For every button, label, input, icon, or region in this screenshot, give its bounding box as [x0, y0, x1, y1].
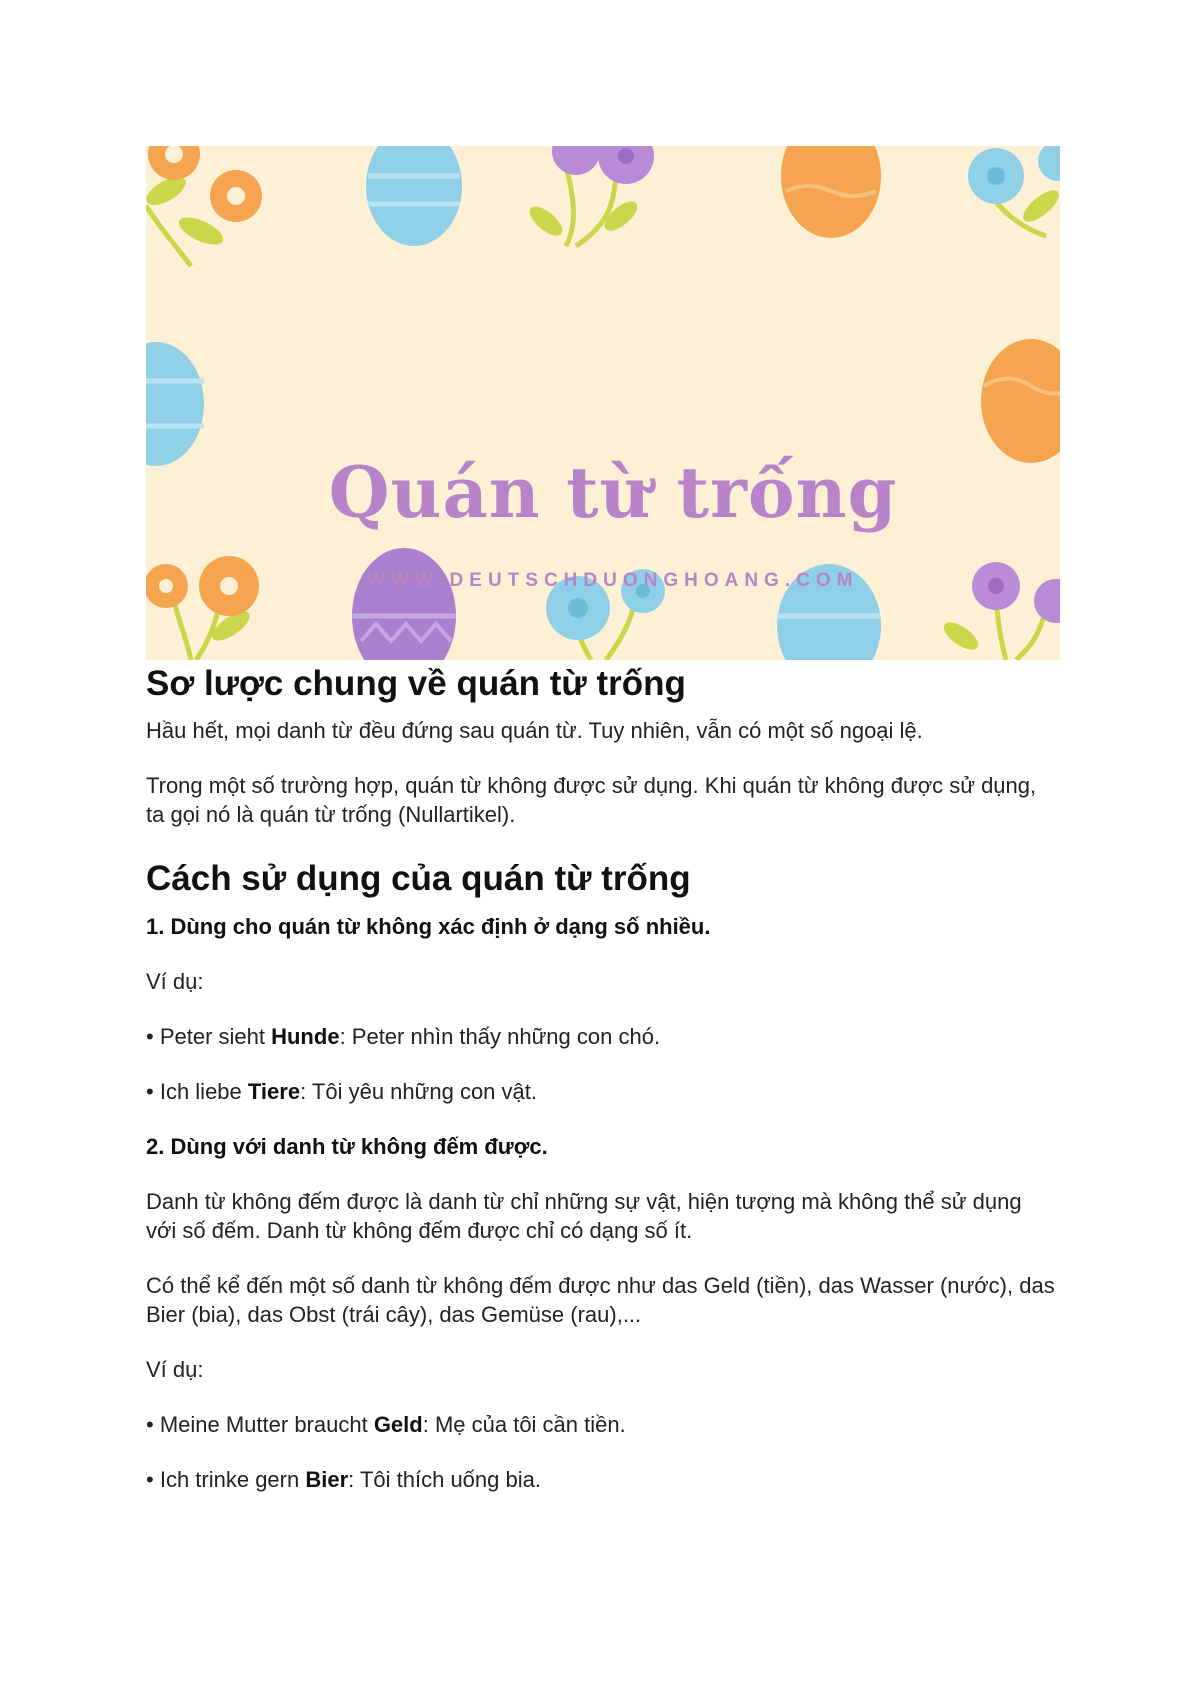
example-label: Ví dụ:: [146, 968, 204, 994]
blue-egg-icon: [366, 146, 462, 246]
example-item: • Ich liebe Tiere: Tôi yêu những con vật.: [146, 1077, 1056, 1106]
section-heading: Cách sử dụng của quán từ trống: [146, 859, 691, 899]
rule-heading: 2. Dùng với danh từ không đếm được.: [146, 1133, 548, 1159]
blue-egg-icon: [146, 342, 204, 466]
example-item: • Ich trinke gern Bier: Tôi thích uống bia.: [146, 1465, 1056, 1494]
paragraph: Có thể kể đến một số danh từ không đếm được như das Geld (tiền), das Wasser (nước), das Bier (bia), das Obst (trái cây), das Gemüse (rau),...: [146, 1272, 1055, 1327]
orange-egg-icon: [981, 339, 1060, 463]
purple-egg-icon: [352, 548, 456, 660]
orange-egg-icon: [781, 146, 881, 238]
blue-flower-icon: [968, 146, 1060, 236]
paragraph: Trong một số trường hợp, quán từ không được sử dụng. Khi quán từ không được sử dụng, ta gọi nó là quán từ trống (Nullartikel).: [146, 773, 1037, 828]
orange-flower-icon: [146, 146, 262, 266]
section-heading: Sơ lược chung về quán từ trống: [146, 664, 686, 703]
purple-flower-icon: [525, 146, 654, 246]
example-label: Ví dụ:: [146, 1356, 204, 1382]
rule-heading: 1. Dùng cho quán từ không xác định ở dạng số nhiều.: [146, 913, 711, 939]
paragraph: Danh từ không đếm được là danh từ chỉ những sự vật, hiện tượng mà không thể sử dụng với số đếm. Danh từ không đếm được chỉ có dạng số ít.: [146, 1188, 1022, 1243]
banner-title: Quán từ trống: [328, 451, 898, 534]
example-item: • Peter sieht Hunde: Peter nhìn thấy những con chó.: [146, 1022, 1056, 1051]
example-item: • Meine Mutter braucht Geld: Mẹ của tôi cần tiền.: [146, 1410, 1056, 1439]
banner-image: [146, 146, 1060, 660]
article-body: [146, 660, 1056, 1494]
banner-url: WWW.DEUTSCHDUONGHOANG.COM: [367, 570, 859, 591]
paragraph: Hầu hết, mọi danh từ đều đứng sau quán từ. Tuy nhiên, vẫn có một số ngoại lệ.: [146, 718, 923, 744]
